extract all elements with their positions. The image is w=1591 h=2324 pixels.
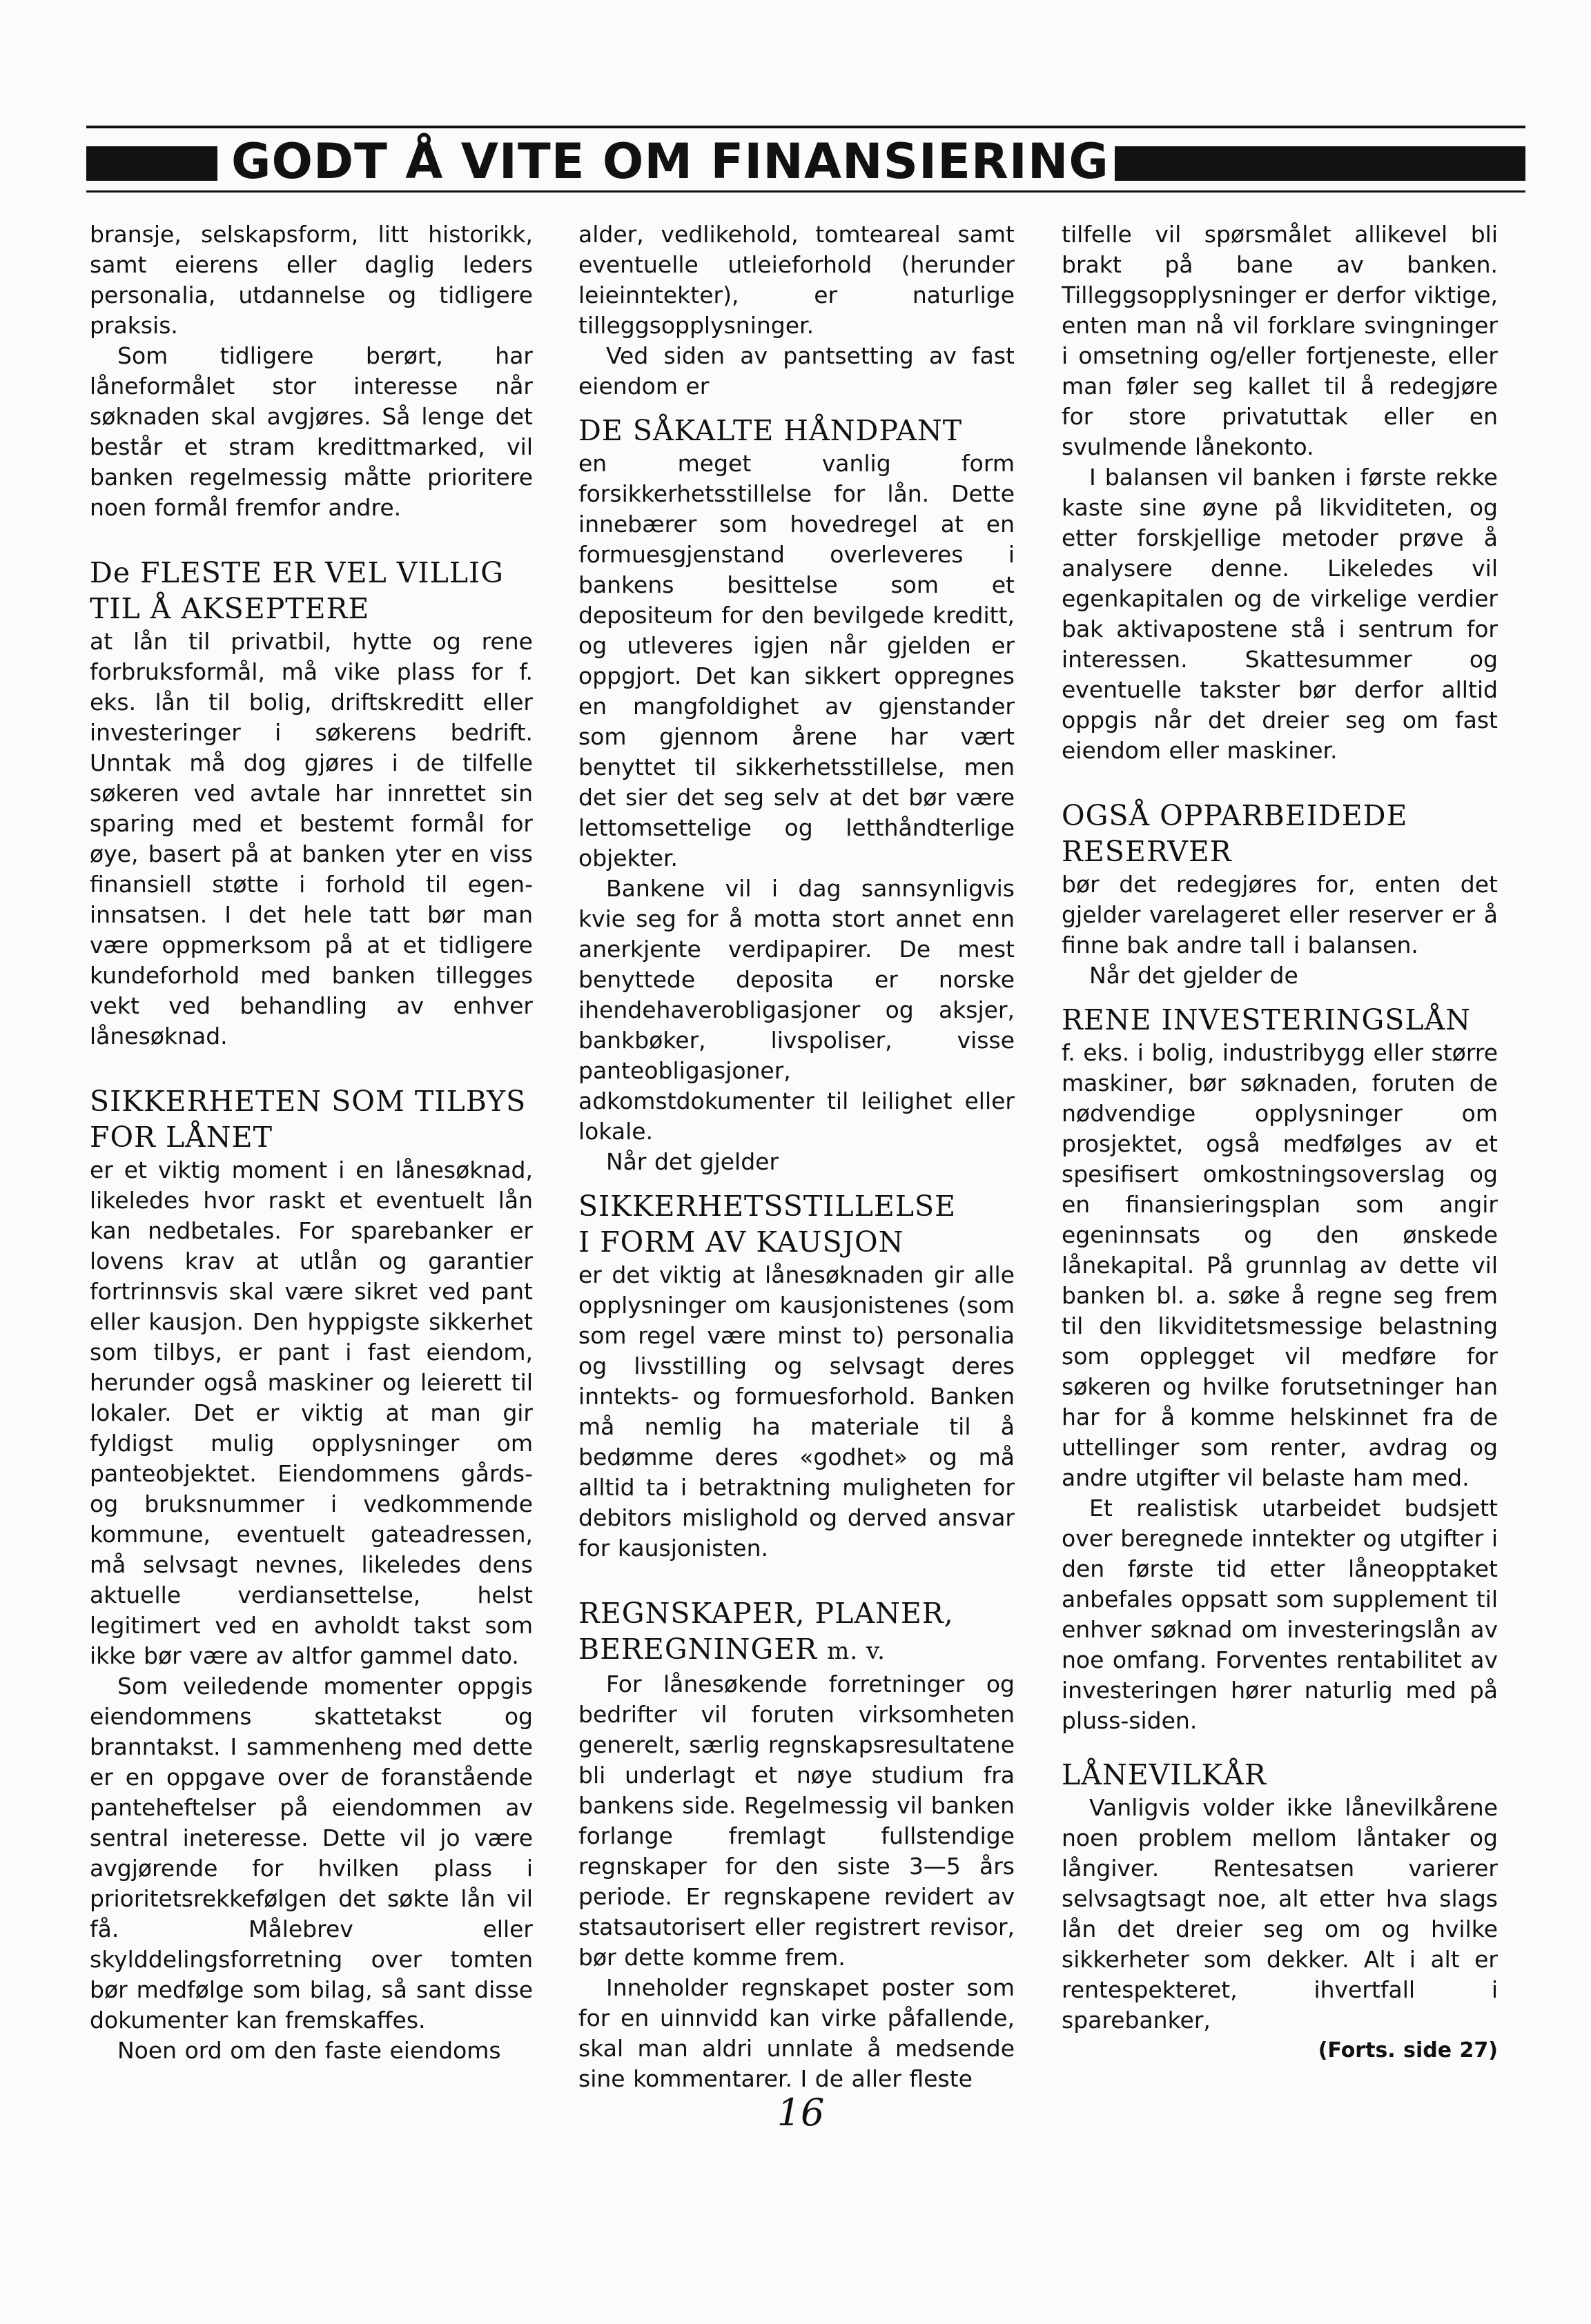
subheading-line: REGNSKAPER, PLANER, xyxy=(578,1597,954,1630)
paragraph: en meget vanlig form forsikkerhetsstillelse for lån. Dette innebærer som hovedregel at en formuesgjenstand overleveres i bankens besittelse som et depositeum for den bevilgede kreditt, og utleveres igjen når gjelden er oppgjort. Det kan sikkert oppregnes en mangfoldighet av gjenstander som gjennom årene har vært benyttet til sikkerhetsstillelse, men det sier det seg selv at det bør være lettomsettelige og letthåndterlige objekter. xyxy=(578,450,1015,872)
paragraph: Vanligvis volder ikke lånevilkårene noen problem mellom låntaker og långiver. Rentesatsen varierer selvsagtsagt noe, alt etter hva slags lån det dreier seg om og hvilke sikkerheter som dekker. Alt i alt er rentespekteret, ihvertfall i sparebanker, xyxy=(1062,1794,1498,2034)
subheading: OGSÅ OPPARBEIDEDE RESERVER xyxy=(1062,799,1408,868)
column-3 xyxy=(1062,219,1498,2066)
subheading: RENE INVESTERINGSLÅN xyxy=(1062,1003,1472,1036)
paragraph: Som veiledende momenter oppgis eiendommens skattetakst og branntakst. I sammenheng med dette er en oppgave over de foranstående panteheftelser på eiendommen av sentral ineteresse. Dette vil jo være avgjørende for hvilken plass i prioritetsrekkefølgen det søkte lån vil få. Målebrev eller skylddelingsforretning over tomten bør medfølge som bilag, så sant disse dokumenter kan fremskaffes. xyxy=(90,1673,533,2034)
paragraph: at lån til privatbil, hytte og rene forbruksformål, må vike plass for f. eks. lån til bolig, driftskreditt eller investeringer i søkerens bedrift. Unntak må dog gjøres i de tilfelle søkeren ved avtale har innrettet sin sparing med et bestemt formål for øye, basert på at banken yter en viss finansiell støtte i forhold til egen-innsatsen. I det hele tatt bør man være oppmerksom på at et tidligere kundeforhold med banken tillegges vekt ved behandling av enhver lånesøknad. xyxy=(90,628,533,1050)
subheading-line: BEREGNINGER xyxy=(578,1633,818,1666)
section-title: GODT Å VITE OM FINANSIERING xyxy=(231,133,1109,190)
banner-bar-left xyxy=(86,146,217,181)
paragraph: bransje, selskapsform, litt historikk, samt eierens eller daglig leders personalia, utdannelse og tidligere praksis. xyxy=(90,221,533,339)
paragraph: For lånesøkende forretninger og bedrifter vil foruten virksomheten generelt, særlig regnskapsresultatene bli underlagt et nøye studium fra bankens side. Regelmessig vil banken forlange fremlagt fullstendige regnskaper for den siste 3—5 års periode. Er regnskapene revidert av statsautorisert eller registrert revisor, bør dette komme frem. xyxy=(578,1671,1015,1971)
paragraph: Når det gjelder xyxy=(606,1148,779,1175)
header-top-rule xyxy=(86,126,1525,128)
paragraph: Ved siden av pantsetting av fast eiendom er xyxy=(578,342,1015,400)
subheading: LÅNEVILKÅR xyxy=(1062,1758,1267,1791)
subheading: De FLESTE ER VEL VILLIG TIL Å AKSEPTERE xyxy=(90,556,505,625)
banner-bar-right xyxy=(1115,146,1525,181)
paragraph: bør det redegjøres for, enten det gjelder varelageret eller reserver er å finne bak andre tall i balansen. xyxy=(1062,871,1498,958)
subheading: SIKKERHETEN SOM TILBYS FOR LÅNET xyxy=(90,1085,527,1154)
subheading: DE SÅKALTE HÅNDPANT xyxy=(578,414,963,447)
paragraph: tilfelle vil spørsmålet allikevel bli brakt på bane av banken. Tilleggsopplysninger er derfor viktige, enten man nå vil forklare svingninger i omsetning og/eller fortjeneste, eller man føler seg kallet til å redegjøre for store privatuttak eller en svulmende lånekonto. xyxy=(1062,221,1498,460)
paragraph: alder, vedlikehold, tomteareal samt eventuelle utleieforhold (herunder leieinntekter), er naturlige tilleggsopplysninger. xyxy=(578,221,1015,339)
subheading-line: I FORM AV KAUSJON xyxy=(578,1225,904,1259)
paragraph: I balansen vil banken i første rekke kaste sine øyne på likviditeten, og etter forskjellige metoder prøve å analysere denne. Likeledes vil egenkapitalen og de virkelige verdier bak aktivapostene stå i sentrum for interessen. Skattesummer og eventuelle takster bør derfor alltid oppgis når det dreier seg om fast eiendom eller maskiner. xyxy=(1062,464,1498,764)
continued-note: (Forts. side 27) xyxy=(1318,2038,1498,2062)
header-bottom-rule xyxy=(86,190,1525,193)
column-2 xyxy=(578,219,1015,2094)
section-banner xyxy=(86,133,1525,190)
paragraph: Bankene vil i dag sannsynligvis kvie seg for å motta stort annet enn anerkjente verdipapirer. De mest benyttede deposita er norske ihendehaverobligasjoner og aksjer, bankbøker, livspoliser, visse panteobligasjoner, adkomstdokumenter til leilighet eller lokale. xyxy=(578,875,1015,1145)
page-number: 16 xyxy=(777,2091,825,2134)
paragraph: Et realistisk utarbeidet budsjett over beregnede inntekter og utgifter i den første tid etter låneopptaket anbefales oppsatt som supplement til enhver søknad om investeringslån av noe omfang. Forventes rentabilitet av investeringen hører naturlig med på pluss-siden. xyxy=(1062,1495,1498,1734)
paragraph: Inneholder regnskapet poster som for en uinnvidd kan virke påfallende, skal man aldri unnlate å medsende sine kommentarer. I de aller fleste xyxy=(578,1974,1015,2092)
subheading-line: SIKKERHETSSTILLELSE xyxy=(578,1190,956,1223)
paragraph: Som tidligere berørt, har låneformålet stor interesse når søknaden skal avgjøres. Så lenge det består et stram kredittmarked, vil banken regelmessig måtte prioritere noen formål fremfor andre. xyxy=(90,342,533,521)
subheading xyxy=(578,1595,1015,1669)
column-1 xyxy=(90,219,533,2066)
paragraph: Noen ord om den faste eiendoms xyxy=(117,2037,501,2064)
subheading-suffix: m. v. xyxy=(827,1637,886,1665)
paragraph: er et viktig moment i en lånesøknad, likeledes hvor raskt et eventuelt lån kan nedbetales. For sparebanker er lovens krav at utlån og garantier fortrinnsvis skal være sikret ved pant eller kausjon. Den hyppigste sikkerhet som tilbys, er pant i fast eiendom, herunder også maskiner og leierett til lokaler. Det er viktig at man gir fyldigst mulig opplysninger om panteobjektet. Eiendommens gårds- og bruksnummer i vedkommende kommune, eventuelt gateadressen, må selvsagt nevnes, likeledes dens aktuelle verdiansettelse, helst legitimert ved en avholdt takst som ikke bør være av altfor gammel dato. xyxy=(90,1156,533,1669)
subheading xyxy=(578,1188,1015,1260)
paragraph: f. eks. i bolig, industribygg eller større maskiner, bør søknaden, foruten de nødvendige opplysninger om prosjektet, også medfølges av et spesifisert omkostningsoverslag og en finansieringsplan som angir egeninnsats og den ønskede lånekapital. På grunnlag av dette vil banken bl. a. søke å regne seg frem til den likviditetsmessige belastning som opplegget vil medføre for søkeren og hvilke forutsetninger han har for å komme helskinnet fra de uttellinger som renter, avdrag og andre utgifter vil belaste ham med. xyxy=(1062,1039,1498,1491)
paragraph: er det viktig at lånesøknaden gir alle opplysninger om kausjonistenes (som som regel være minst to) personalia og livsstilling og selvsagt deres inntekts- og formuesforhold. Banken må nemlig ha materiale til å bedømme deres «godhet» og må alltid ta i betraktning muligheten for debitors mislighold og derved ansvar for kausjonisten. xyxy=(578,1261,1015,1562)
paragraph: Når det gjelder de xyxy=(1089,962,1298,989)
